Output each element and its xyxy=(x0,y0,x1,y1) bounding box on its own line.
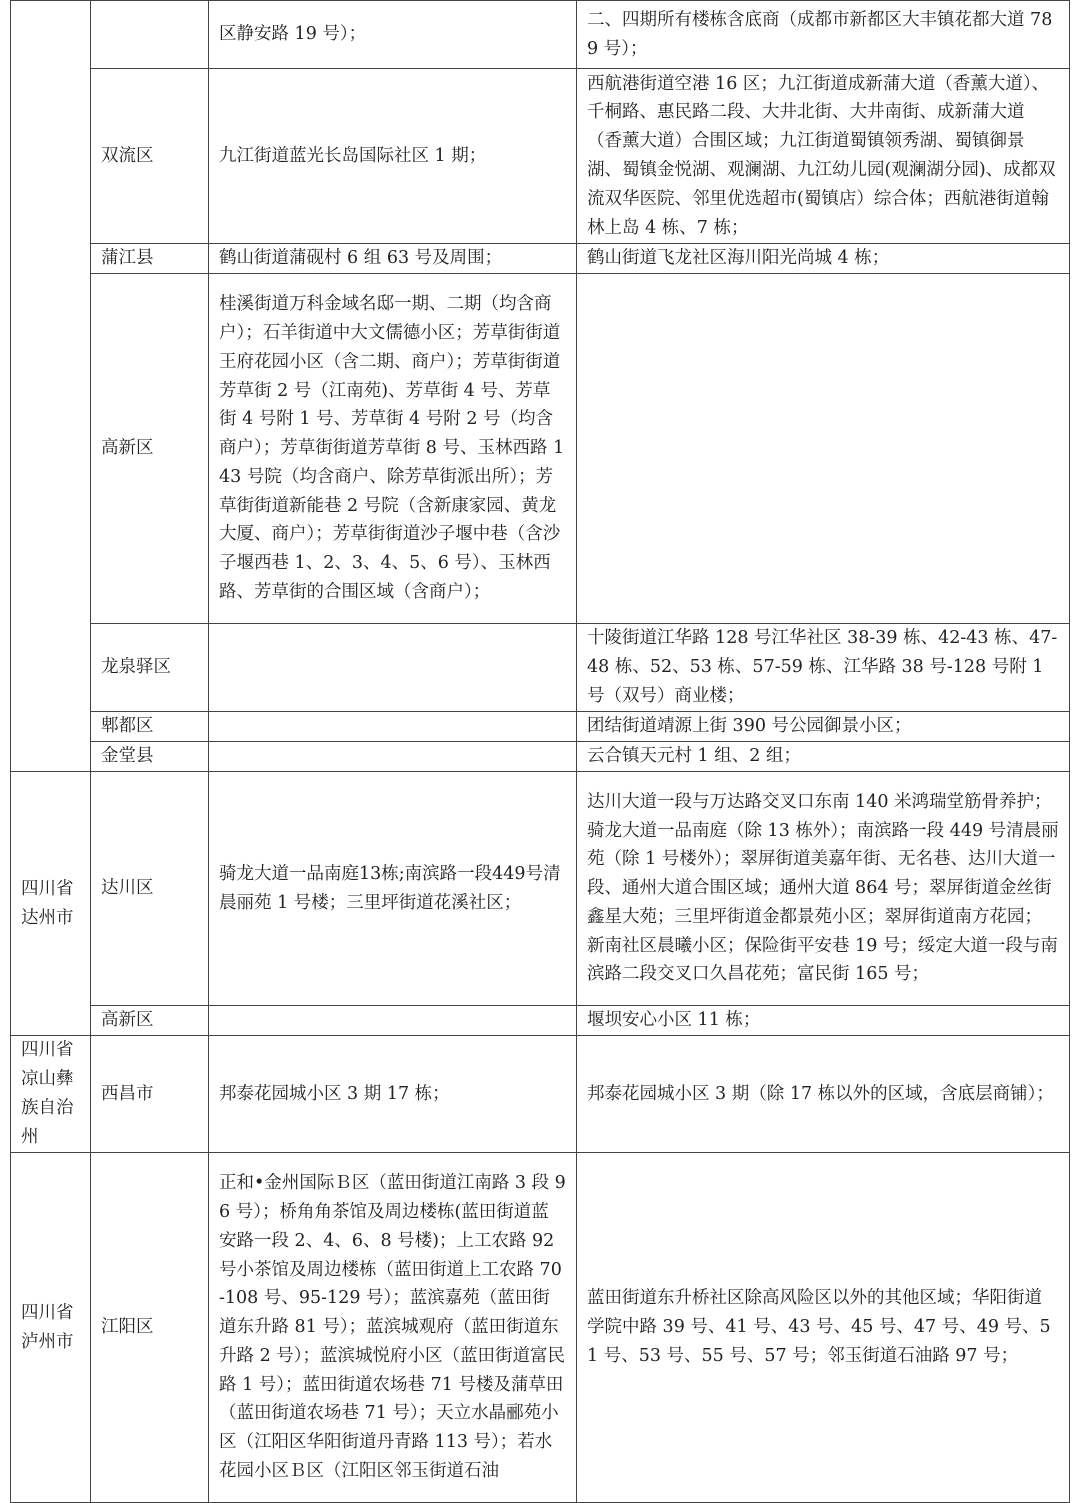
district-cell: 龙泉驿区 xyxy=(91,624,209,712)
district-cell: 江阳区 xyxy=(91,1153,209,1503)
district-cell: 高新区 xyxy=(91,274,209,624)
risk-area-table xyxy=(10,0,1070,1503)
district-cell: 郫都区 xyxy=(91,712,209,742)
city-cell: 四川省凉山彝族自治州 xyxy=(11,1036,91,1153)
medium-risk-cell: 堰坝安心小区 11 栋； xyxy=(577,1006,1070,1036)
medium-risk-cell: 西航港街道空港 16 区；九江街道成新蒲大道（香薰大道）、千桐路、惠民路二段、大井北街、大井南街、成新蒲大道（香薰大道）合围区域；九江街道蜀镇领秀湖、蜀镇御景湖、蜀镇金悦湖、观澜湖、九江幼儿园(观澜湖分园)、成都双流双华医院、邻里优选超市(蜀镇店）综合体；西航港街道翰林上岛 4 栋、7 栋； xyxy=(577,69,1070,244)
medium-risk-cell: 云合镇天元村 1 组、2 组； xyxy=(577,742,1070,772)
high-risk-cell xyxy=(209,624,577,712)
high-risk-cell: 正和•金州国际Ｂ区（蓝田街道江南路 3 段 96 号）；桥角角茶馆及周边楼栋(蓝田街道蓝安路一段 2、4、6、8 号楼)；上工农路 92 号小茶馆及周边楼栋（蓝田街道上工农路 70-108 号、95-129 号）；蓝滨嘉苑（蓝田街道东升路 81 号）；蓝滨城观府（蓝田街道东升路 2 号）；蓝滨城悦府小区（蓝田街道富民路 1 号）；蓝田街道农场巷 71 号楼及蒲草田（蓝田街道农场巷 71 号）；天立水晶郦苑小区（江阳区华阳街道丹青路 113 号）；若水花园小区Ｂ区（江阳区邻玉街道石油 xyxy=(209,1153,577,1503)
district-cell: 西昌市 xyxy=(91,1036,209,1153)
table-row xyxy=(11,274,1070,624)
district-cell: 蒲江县 xyxy=(91,244,209,274)
city-cell xyxy=(11,1,91,772)
high-risk-cell: 邦泰花园城小区 3 期 17 栋； xyxy=(209,1036,577,1153)
high-risk-cell: 骑龙大道一品南庭13栋;南滨路一段449号清晨丽苑 1 号楼；三里坪街道花溪社区； xyxy=(209,772,577,1006)
district-cell: 达川区 xyxy=(91,772,209,1006)
high-risk-cell xyxy=(209,742,577,772)
medium-risk-cell: 团结街道靖源上街 390 号公园御景小区； xyxy=(577,712,1070,742)
high-risk-cell xyxy=(209,712,577,742)
table-row xyxy=(11,772,1070,1006)
medium-risk-cell: 达川大道一段与万达路交叉口东南 140 米鸿瑞堂筋骨养护；骑龙大道一品南庭（除 13 栋外）；南滨路一段 449 号清晨丽苑（除 1 号楼外）；翠屏街道美嘉年街、无名巷、达川大道一段、通州大道合围区域；通州大道 864 号；翠屏街道金丝街鑫星大苑；三里坪街道金都景苑小区；翠屏街道南方花园；新南社区晨曦小区；保险街平安巷 19 号；绥定大道一段与南滨路二段交叉口久昌花苑；富民街 165 号； xyxy=(577,772,1070,1006)
district-cell: 双流区 xyxy=(91,69,209,244)
city-cell: 四川省达州市 xyxy=(11,772,91,1036)
district-cell: 金堂县 xyxy=(91,742,209,772)
district-cell: 高新区 xyxy=(91,1006,209,1036)
table-row xyxy=(11,624,1070,712)
medium-risk-cell xyxy=(577,274,1070,624)
table-row xyxy=(11,742,1070,772)
high-risk-cell: 桂溪街道万科金域名邸一期、二期（均含商户）；石羊街道中大文儒德小区；芳草街街道王府花园小区（含二期、商户）；芳草街街道芳草街 2 号（江南苑)、芳草街 4 号、芳草街 4 号附 1 号、芳草街 4 号附 2 号（均含商户）；芳草街街道芳草街 8 号、玉林西路 143 号院（均含商户、除芳草街派出所）；芳草街街道新能巷 2 号院（含新康家园、黄龙大厦、商户）；芳草街街道沙子堰中巷（含沙子堰西巷 1、2、3、4、5、6 号）、玉林西路、芳草街的合围区域（含商户）； xyxy=(209,274,577,624)
city-cell: 四川省泸州市 xyxy=(11,1153,91,1503)
medium-risk-cell: 鹤山街道飞龙社区海川阳光尚城 4 栋； xyxy=(577,244,1070,274)
medium-risk-cell: 十陵街道江华路 128 号江华社区 38-39 栋、42-43 栋、47-48 栋、52、53 栋、57-59 栋、江华路 38 号-128 号附 1 号（双号）商业楼； xyxy=(577,624,1070,712)
high-risk-cell: 区静安路 19 号）； xyxy=(209,1,577,69)
table-row xyxy=(11,69,1070,244)
table-row xyxy=(11,712,1070,742)
medium-risk-cell: 蓝田街道东升桥社区除高风险区以外的其他区域；华阳街道学院中路 39 号、41 号、43 号、45 号、47 号、49 号、51 号、53 号、55 号、57 号；邻玉街道石油路 97 号； xyxy=(577,1153,1070,1503)
table-row xyxy=(11,1,1070,69)
high-risk-cell: 九江街道蓝光长岛国际社区 1 期； xyxy=(209,69,577,244)
table-row xyxy=(11,1153,1070,1503)
high-risk-cell xyxy=(209,1006,577,1036)
table-row xyxy=(11,244,1070,274)
table-row xyxy=(11,1006,1070,1036)
table-row xyxy=(11,1036,1070,1153)
medium-risk-cell: 邦泰花园城小区 3 期（除 17 栋以外的区域，含底层商铺）； xyxy=(577,1036,1070,1153)
medium-risk-cell: 二、四期所有楼栋含底商（成都市新都区大丰镇花都大道 789 号）； xyxy=(577,1,1070,69)
high-risk-cell: 鹤山街道蒲砚村 6 组 63 号及周围； xyxy=(209,244,577,274)
district-cell xyxy=(91,1,209,69)
